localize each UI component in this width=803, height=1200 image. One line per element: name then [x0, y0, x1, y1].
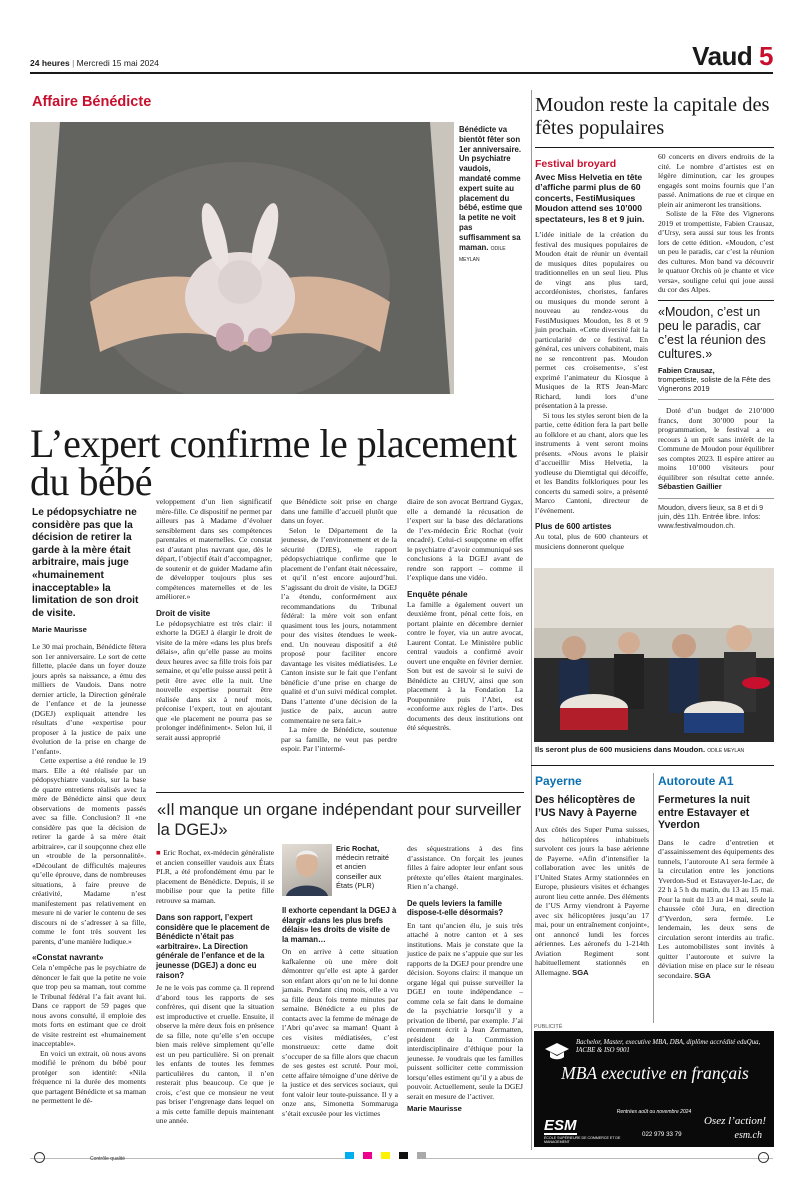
encadre-column-2	[282, 906, 398, 1118]
ad-top-line: Bachelor, Master, executive MBA, DBA, diplôme accrédité eduQua, IACBE & ISO 9001	[576, 1039, 761, 1055]
ad-phone[interactable]: 022 979 33 79	[642, 1131, 682, 1138]
moudon-paragraph: L’idée initiale de la création du festival des musiques populaires de Moudon était de réunir un éventail de musiques dites populaires ou traditionnelles en un seul lieu. Plus de vingt ans plus tard, accordéonistes, choristes, fanfares ou musiques du monde seront à nouveau au rendez-vous du FestiMusiques Moudon, les 8 et 9 juin prochain. «Cette diversité fait la particularité de ce festival. En général, ces univers cohabitent, mais ne se rencontrent pas. Moudon permet ces croisements», s’est exprimé l’animateur du Kiosque à Musiques de la RTS Jean-Marc Richard, lundi lors d’une présentation à la presse.	[535, 230, 648, 411]
payerne-text: Aux côtés des Super Puma suisses, des hélicoptères inhabituels survolent ces jours la base aérienne de Payerne. «Afin d’intensifier la collaboration avec les unités de l’United States Army stationnées en Europe, plusieurs visites et échanges auront lieu cette année. Des éléments de l’US Army viendront à Payerne avec six hélicoptères jusqu’au 17 mai, pour un entraînement conjoint», ont annoncé lundi les forces aériennes. Les aéronefs du 1-214th Aviation Regiment sont habituellement stationnés en Allemagne. SGA	[535, 825, 649, 977]
pull-quote-text: «Moudon, c’est un peu le paradis, car c’est la réunion des cultures.»	[658, 304, 766, 361]
lead-column	[32, 507, 146, 1106]
moudon-paragraph: Au total, plus de 600 chanteurs et musiciens donneront quelque	[535, 532, 648, 551]
encadre-column-1: ■ Eric Rochat, ex-médecin généraliste et ancien conseiller vaudois aux États PLR, a été profondément ému par le placement de Bénédicte. Depuis, il se mobilise pour que la petite fille retrouve sa maman. Dans son rapport, l’expert considère que le placement de Bénédicte n’était pas «arbitraire». La Direction générale de l’enfance et de la jeunesse (DGEJ) a donc eu raison? Je ne le vois pas comme ça. Il reprend d’abord tous les rapports de ses confrères, qui disent que la situation est improductive et cruelle. Ensuite, il observe la mère deux fois en présence de sa fille, note qu’elle s’en occupe bien mais relève simplement qu’elle est un peu particulière. Si on prenait les enfants de toutes les femmes particulières du canton, il n’en resterait plus beaucoup. Ce que je crois, c’est que ce monsieur ne veut pas briser l’engrenage dans lequel on a mis cette famille depuis maintenant une année.	[156, 848, 274, 1126]
encadre-rule	[156, 792, 524, 793]
graduation-cap-icon	[544, 1041, 570, 1061]
ad-website[interactable]: esm.ch	[734, 1130, 762, 1141]
brief-autoroute	[658, 774, 774, 980]
byline: SGA	[572, 967, 589, 977]
subhead: «Constat navrant»	[32, 953, 104, 963]
kicker-festival: Festival broyard	[535, 158, 617, 170]
kicker-affaire: Affaire Bénédicte	[32, 94, 152, 110]
article-column-2	[156, 497, 272, 742]
interview-question: Il exhorte cependant la DGEJ à élargir «dans les plus brefs délais» les droits de visite de la maman…	[282, 906, 397, 944]
interview-answer: En tant qu’ancien élu, je suis très attaché à notre canton et à ses institutions. Mais je constate que la justice de paix ne s’appuie que sur les rapports de la DGEJ pour prendre une décision. Soyons clairs: il manque un organe légal qui puisse surveiller la DGEJ en toute indépendance – comme cela se fait dans le domaine de la psychiatrie lorsqu’il y a privation de liberté, par exemple. J’ai récemment écrit à Jean Zermatten, président de la Commission interdisciplinaire d’éthique pour la jeunesse. Je voudrais que les familles puissent solliciter cette commission lorsqu’elles estiment qu’il y a abus de pouvoir. Actuellement, seule la DGEJ serait en mesure de l’activer.	[407, 920, 523, 1101]
registration-mark-icon	[34, 1152, 45, 1163]
col2-paragraph: Le pédopsychiatre est très clair: il exhorte la DGEJ à élargir le droit de visite de la mère «dans les plus brefs délais», afin qu’elle passe au moins deux heures avec sa fille trois fois par semaine, et qu’elle puisse aussi petit à petit être avec elle la nuit. Une nouvelle expertise pourrait être réalisée dans six à neuf mois, préconise l’expert, tout en ajoutant que «le placement ne pourra pas se prolonger indéfiniment». Selon lui, il serait aussi approprié	[156, 618, 272, 742]
col4-paragraph: diaire de son avocat Bertrand Gygax, elle a demandé la récusation de l’expert sur la base des déclarations de l’ex-médecin Éric Rochat (voir encadré). Celui-ci soupçonne en effet le psychiatre d’avoir communiqué ses conclusions à la DGEJ avant de rendre son rapport – comme il l’explique dans une vidéo.	[407, 497, 523, 582]
photo-credit: ODILE MEYLAN	[707, 748, 745, 754]
photo-hands-toy-illustration	[30, 122, 454, 394]
page-number: 5	[759, 41, 773, 71]
portrait-role: médecin retraité et ancien conseiller aux États (PLR)	[336, 853, 389, 890]
interview-question: Dans son rapport, l’expert considère que le placement de Bénédicte n’était pas «arbitraire». La Direction générale de l’enfance et de la jeunesse (DGEJ) a donc eu raison?	[156, 913, 270, 980]
portrait-eric-rochat	[282, 844, 332, 896]
column-divider	[531, 90, 532, 1150]
moudon-paragraph: Soliste de la Fête des Vignerons 2019 et trompettiste, Fabien Crausaz, d’Ursy, sera aussi sur tous les fronts lors de cette édition. «Moudon, c’est un peu le paradis, car c’est la réunion des cultures. Mon band va découvrir le quatuor Orchis où je chante et vice versa», souligne celui qui joue aussi du cor des Alpes.	[658, 209, 774, 294]
lead-text: Le pédopsychiatre ne considère pas que la décision de retirer la garde à la mère était arbitraire, mais juge «humainement inacceptable» la limitation de son droit de visite.	[32, 507, 139, 619]
interview-question: De quels leviers la famille dispose-t-elle désormais?	[407, 898, 504, 918]
photo-caption-musicians: Ils seront plus de 600 musiciens dans Moudon. ODILE MEYLAN	[535, 745, 745, 754]
pull-quote	[658, 300, 774, 394]
page-header: 24 heures | Mercredi 15 mai 2024	[30, 58, 159, 68]
col3-paragraph: Selon le Département de la jeunesse, de l’environnement et de la sécurité (DJES), «le rapport pédopsychiatrique confirme que le placement de l’enfant était nécessaire, et qu’il n’est encore aujourd’hui. S’agissant du droit de visite, la DGEJ l’a étendu, conformément aux recommandations du Tribunal fédéral: la mère voit son enfant quasiment tous les jours, notamment pour des visites étendues le week-end. Un nouveau dispositif a été proposé pour faciliter encore davantage les visites médiatisées. Le Canton insiste sur le fait que l’enfant bénéficie d’une prise en charge de qualité et d’un suivi médical complet. Dans l’attente d’une décision de la justice de paix, aucun autre commentaire ne sera fait.»	[281, 525, 397, 725]
advertisement-esm[interactable]	[534, 1031, 774, 1147]
issue-date: Mercredi 15 mai 2024	[76, 58, 159, 68]
encadre-quote: «Il manque un organe indépendant pour surveiller la DGEJ»	[157, 801, 522, 839]
byline: Marie Maurisse	[407, 1104, 462, 1114]
moudon-paragraph: Si tous les styles seront bien de la partie, cette édition fera la part belle au folklore et au chant, alors que les instruments à vent seront moins présents. «Nous avons le plaisir d’accueillir Miss Helvetia, la yodleuse du Diemtigtal qui décoiffe, et les Bandits folkloriques pour les concerts du samedi soir», a présenté Marco Cantoni, directeur de l’événement.	[535, 410, 648, 515]
photo-credit: ODILE MEYLAN	[459, 245, 506, 264]
article-column-4	[407, 497, 523, 733]
ad-date: Rentrées août ou novembre 2024	[616, 1109, 692, 1115]
col1-paragraph: En voici un extrait, où nous avons modifié le prénom du bébé pour protéger son identité: «Nila fréquence ni la durée des moments que partagent Bénédicte et sa maman ne permettent le dé-	[32, 1048, 146, 1106]
portrait-illustration	[282, 844, 332, 896]
interview-answer: On en arrive à cette situation kafkaïenne où une mère doit démontrer qu’elle est apte à garder son enfant alors qu’on ne le lui donne jamais. Pendant cinq mois, elle a vu sa fille deux fois trente minutes par semaine. Bénédicte a eu plus de contacts avec la femme de ménage de l’Abri qu’avec sa maman! Quant à ces visites médiatisées, c’est monstrueux: cette dame doit s’occuper de sa fille alors que chacun de ses gestes est scruté. Pour moi, cette affaire témoigne d’une dérive de la justice et des services sociaux, qui font valoir leur toute-puissance. Il y a onze ans, Simonetta Sommaruga s’était excusée pour les victimes	[282, 947, 398, 1118]
col1-paragraph: Cela n’empêche pas le psychiatre de dénoncer le fait que la petite ne voie que trop peu sa maman, tout comme le Tribunal fédéral l’a fait avant lui. Dans ce rapport de 59 pages que nous avons consulté, il emploie des mots forts en estimant que ce droit de visite restreint est «humainement inacceptable».	[32, 963, 146, 1049]
kicker-payerne: Payerne	[535, 774, 582, 788]
pull-quote-role: trompettiste, soliste de la Fête des Vignerons 2019	[658, 374, 771, 393]
interview-answer: Je ne le vois pas comme ça. Il reprend d’abord tous les rapports de ses confrères, qui disent que la situation est improductive et cruelle. Ensuite, il observe la mère deux fois en présence de sa fille, note qu’elle s’en occupe bien mais relève simplement qu’elle est un peu particulière. Si on prenait les enfants de toutes les femmes particulières du canton, il n’en resterait plus beaucoup. Ce que je crois, c’est que ce monsieur ne veut pas briser l’engrenage dans lequel on a mis cette famille depuis maintenant une année.	[156, 983, 274, 1126]
column-divider	[653, 773, 654, 1023]
moudon-paragraph: 60 concerts en divers endroits de la cité. Le nombre d’artistes est en légère diminution, car les groupes engagés sont moins fournis que l’an passé. Animations de rue et cirque en plein air animeront les transitions.	[658, 152, 774, 209]
ad-cta[interactable]: Osez l’action!	[703, 1115, 766, 1127]
col1-paragraph: Le 30 mai prochain, Bénédicte fêtera son 1er anniversaire. Le sort de cette fillette, placée dans un foyer douze jours après sa naissance, a ému des milliers de Vaudois. Dans notre dernier article, la Direction générale de l’enfance et de la jeunesse (DGEJ) expliquait attendre les résultats d’une «expertise pour proposer à la justice de paix une évolution de la prise en charge de l’enfant».	[32, 642, 146, 756]
main-headline: L’expert confirme le placement du bébé	[30, 421, 517, 504]
photo-benedicte	[30, 122, 454, 394]
photo-musicians	[534, 568, 774, 742]
section-name: Vaud	[692, 41, 753, 71]
autoroute-text: Dans le cadre d’entretien et d’assainissement des équipements des tunnels, l’autoroute A1 sera fermée à la circulation entre les jonctions Yverdon-Sud et Estavayer-le-Lac, de 22 h à 5 h du matin, du 13 au 15 mai. Pour la nuit du 13 au 14 mai, seule la chaussée côté Jura, en direction d’Yverdon, sera fermée. Le lendemain, les deux sens de circulation seront interdits au trafic. Les automobilistes sont invités à quitter l’autoroute et suivre la déviation mise en place sur le réseau secondaire. SGA	[658, 837, 774, 980]
brief-payerne	[535, 774, 649, 977]
moudon-column-2	[658, 152, 774, 530]
col3-paragraph: que Bénédicte soit prise en charge dans une famille d’accueil plutôt que dans un foyer.	[281, 497, 397, 525]
masthead-brand: 24 heures	[30, 58, 70, 68]
byline: Marie Maurisse	[32, 625, 87, 635]
col3-paragraph: La mère de Bénédicte, soutenue par sa famille, ne veut pas perdre espoir. Par l’intermé-	[281, 725, 397, 753]
photo-caption-benedicte: Bénédicte va bientôt fêter son 1er anniversaire. Un psychiatre vaudois, mandaté comme expert suite au placement du bébé, estime que la petite ne voit pas suffisamment sa maman. ODILE MEYLAN	[459, 125, 523, 264]
byline: Sébastien Gaillier	[658, 482, 722, 492]
esm-logo-sub: ÉCOLE SUPÉRIEURE DE COMMERCE ET DE MANAGEMENT	[544, 1136, 621, 1144]
quality-control-label: Contrôle qualité	[90, 1156, 126, 1162]
kicker-autoroute: Autoroute A1	[658, 774, 734, 788]
interview-answer: des séquestrations à des fins d’assistance. On forçait les jeunes filles à faire adopter leur enfant sous prétexte qu’elles étaient marginales. Rien n’a changé.	[407, 844, 523, 891]
ad-label: PUBLICITÉ	[534, 1024, 563, 1030]
registration-mark-icon	[758, 1152, 769, 1163]
esm-logo: ESM	[544, 1117, 577, 1134]
article-column-3	[281, 497, 397, 754]
subhead: Droit de visite	[156, 608, 211, 618]
pull-quote-name: Fabien Crausaz,	[658, 365, 715, 375]
col1-paragraph: Cette expertise a été rendue le 19 mars. Elle a été réalisée par un pédopsychiatre vaudois, sur la base de quatre entretiens réalisés avec la mère de Bénédicte ainsi que deux observations de moments passés avec sa fille. Conclusion? Il «ne considère pas que la décision de retirer la garde à sa mère était arbitraire», car il soupçonne chez elle un «trouble de la personnalité». «Découlant de difficultés majeures qu’elle éprouve, dans de nombreuses situations, à faire preuve de créativité, Madame n’est manifestement pas relativement en mesure ni de varier le contenu de ses discours ni de s’adresser à sa fille, comme le font très souvent les parents, d’une manière ludique.»	[32, 756, 146, 946]
brief-rule	[531, 765, 774, 766]
byline: SGA	[694, 970, 711, 980]
portrait-caption	[336, 844, 396, 890]
col2-paragraph: veloppement d’un lien significatif mère-fille. Ce dispositif ne permet par ailleurs pas à Madame d’évoluer sensiblement dans ses compétences parentales et maternelles. Ce constat est d’autant plus navrant que, dès le départ, l’objectif était d’accompagner, de soutenir et de guider Madame afin de développer toujours plus ses compétences maternelles et de les améliorer.»	[156, 497, 272, 601]
autoroute-headline: Fermetures la nuit entre Estavayer et Yverdon	[658, 794, 750, 831]
subhead: Enquête pénale	[407, 589, 468, 599]
encadre-column-3	[407, 844, 523, 1113]
event-info: Moudon, divers lieux, sa 8 et di 9 juin, dès 11h. Entrée libre. Infos: www.festivalmoudon.ch.	[658, 498, 774, 530]
moudon-headline: Moudon reste la capitale des fêtes populaires	[535, 94, 770, 139]
ad-title: MBA executive en français	[561, 1063, 749, 1083]
moudon-column-1	[535, 158, 648, 551]
bullet-icon: ■	[156, 848, 164, 857]
header-rule	[30, 72, 773, 74]
moudon-rule	[535, 147, 774, 148]
col4-paragraph: La famille a également ouvert un deuxième front, pénal cette fois, en portant plainte en décembre dernier contre le foyer, via un autre avocat, Laurent Contat. Le Ministère public central vaudois a confirmé avoir ouvert une enquête en février dernier. Son but est de savoir si le suivi de Bénédicte au CHUV, ainsi que son placement à la Fondation La Pouponnière puis l’Abri, est «conforme aux règles de l’art». Des documents des deux institutions ont été séquestrés.	[407, 599, 523, 732]
portrait-name: Eric Rochat,	[336, 844, 380, 853]
subhead: Plus de 600 artistes	[535, 522, 612, 532]
color-calibration-bar	[345, 1152, 426, 1159]
moudon-lead: Avec Miss Helvetia en tête d’affiche parmi plus de 60 concerts, FestiMusiques Moudon attend ses 10’000 spectateurs, les 8 et 9 juin.	[535, 172, 645, 224]
moudon-paragraph: Doté d’un budget de 210’000 francs, dont 30’000 pour la programmation, le festival a eu recours à un prêt sans intérêt de la Commune de Moudon pour équilibrer ses comptes 2023. Il espère attirer au moins 10’000 visiteurs pour équilibrer son résultat cette année. Sébastien Gaillier	[658, 406, 774, 492]
section-header	[692, 41, 773, 72]
payerne-headline: Des hélicoptères de l’US Navy à Payerne	[535, 794, 637, 819]
photo-musicians-illustration	[534, 568, 774, 742]
